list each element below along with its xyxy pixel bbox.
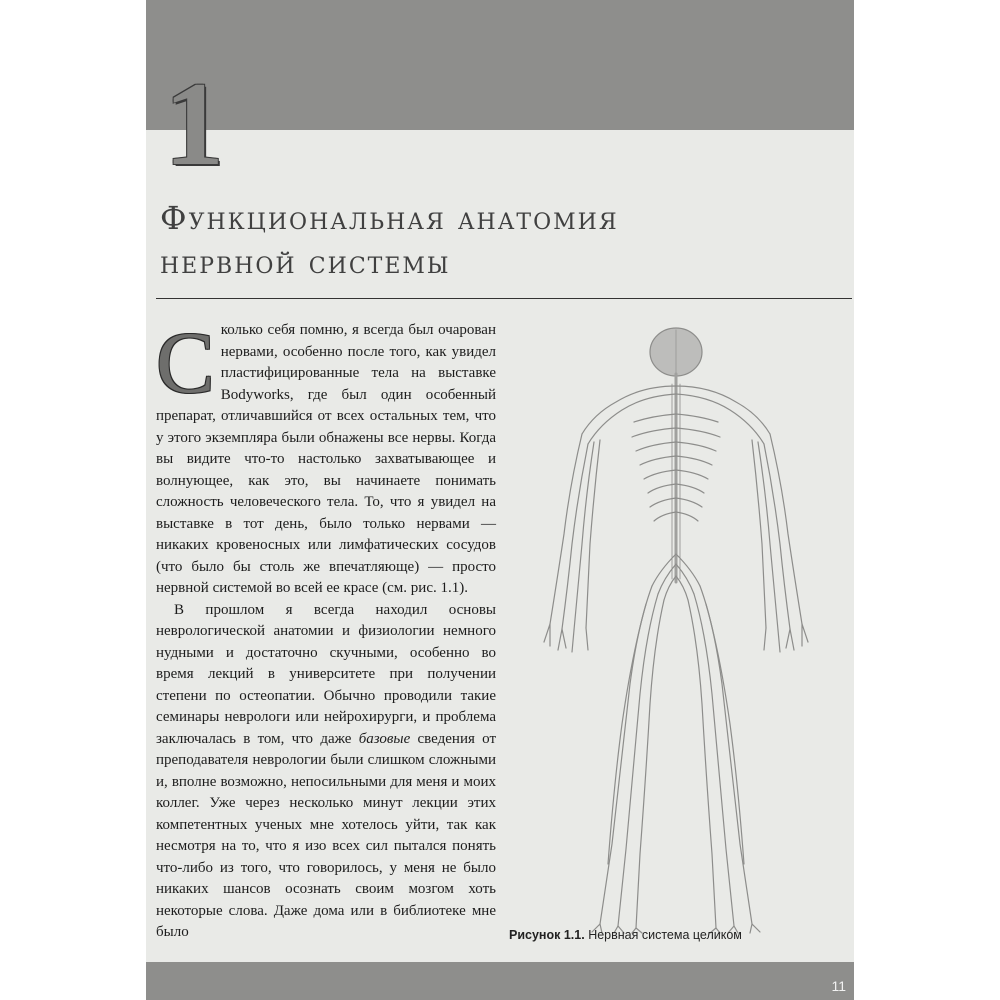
chapter-number: 1 — [164, 57, 224, 190]
footer-band — [146, 962, 854, 1000]
paragraph-2-emphasis: базовые — [358, 730, 411, 747]
figure-caption-text: Нервная система целиком — [588, 928, 742, 942]
page-number: 11 — [831, 978, 846, 994]
chapter-title — [160, 196, 840, 284]
title-divider — [156, 298, 852, 299]
chapter-title-line-2: нервной системы — [160, 243, 451, 281]
paragraph-2-text-b: сведения от преподавателя неврологии были слишком сложными и, вполне возможно, непосильными для меня и моих коллег. Уже через несколько минут лекции этих компетентных ученых мне хотелось уйти, так как несмотря на то, что я изо всех сил пытался понять что-либо из того, что говорилось, у меня не было никаких шансов осознать своим мозгом хоть некоторые слова. Даже дома или в библиотеке мне было — [156, 730, 496, 940]
chapter-title-line-1: Функциональная анатомия — [160, 199, 619, 237]
drop-cap: С — [156, 315, 215, 412]
nervous-system-illustration — [542, 324, 822, 934]
figure-caption — [509, 928, 742, 942]
paragraph-2-text-a: В прошлом я всегда находил основы неврологической анатомии и физиологии немного нудными и достаточно скучными, особенно во время лекций в университете при получении степени по остеопатии. Обычно проводили такие семинары неврологи или нейрохирурги, и проблема заключалась в том, что даже — [156, 601, 496, 747]
paragraph-1-text: колько себя помню, я всегда был очарован нервами, особенно после того, как увидел пластифицированные тела на выставке Bodyworks, где был один особенный препарат, отличавшийся от всех остальных тем, что у этого экземпляра были обнажены все нервы. Когда вы видите что-то настолько захватывающее и волнующее, как это, вы начинаете понимать сложность человеческого тела. То, что я увидел на выставке в тот день, было только нервами — никаких кровеносных или лимфатических сосудов (что было бы столь же впечатляюще) — просто нервной системой во всей ее красе (см. рис. 1.1). — [156, 322, 496, 596]
paragraph-2 — [156, 600, 496, 944]
paragraph-1 — [156, 315, 496, 600]
header-band — [146, 0, 854, 130]
body-text — [156, 315, 496, 944]
book-page — [146, 0, 854, 1000]
figure-caption-label: Рисунок 1.1. — [509, 928, 585, 942]
